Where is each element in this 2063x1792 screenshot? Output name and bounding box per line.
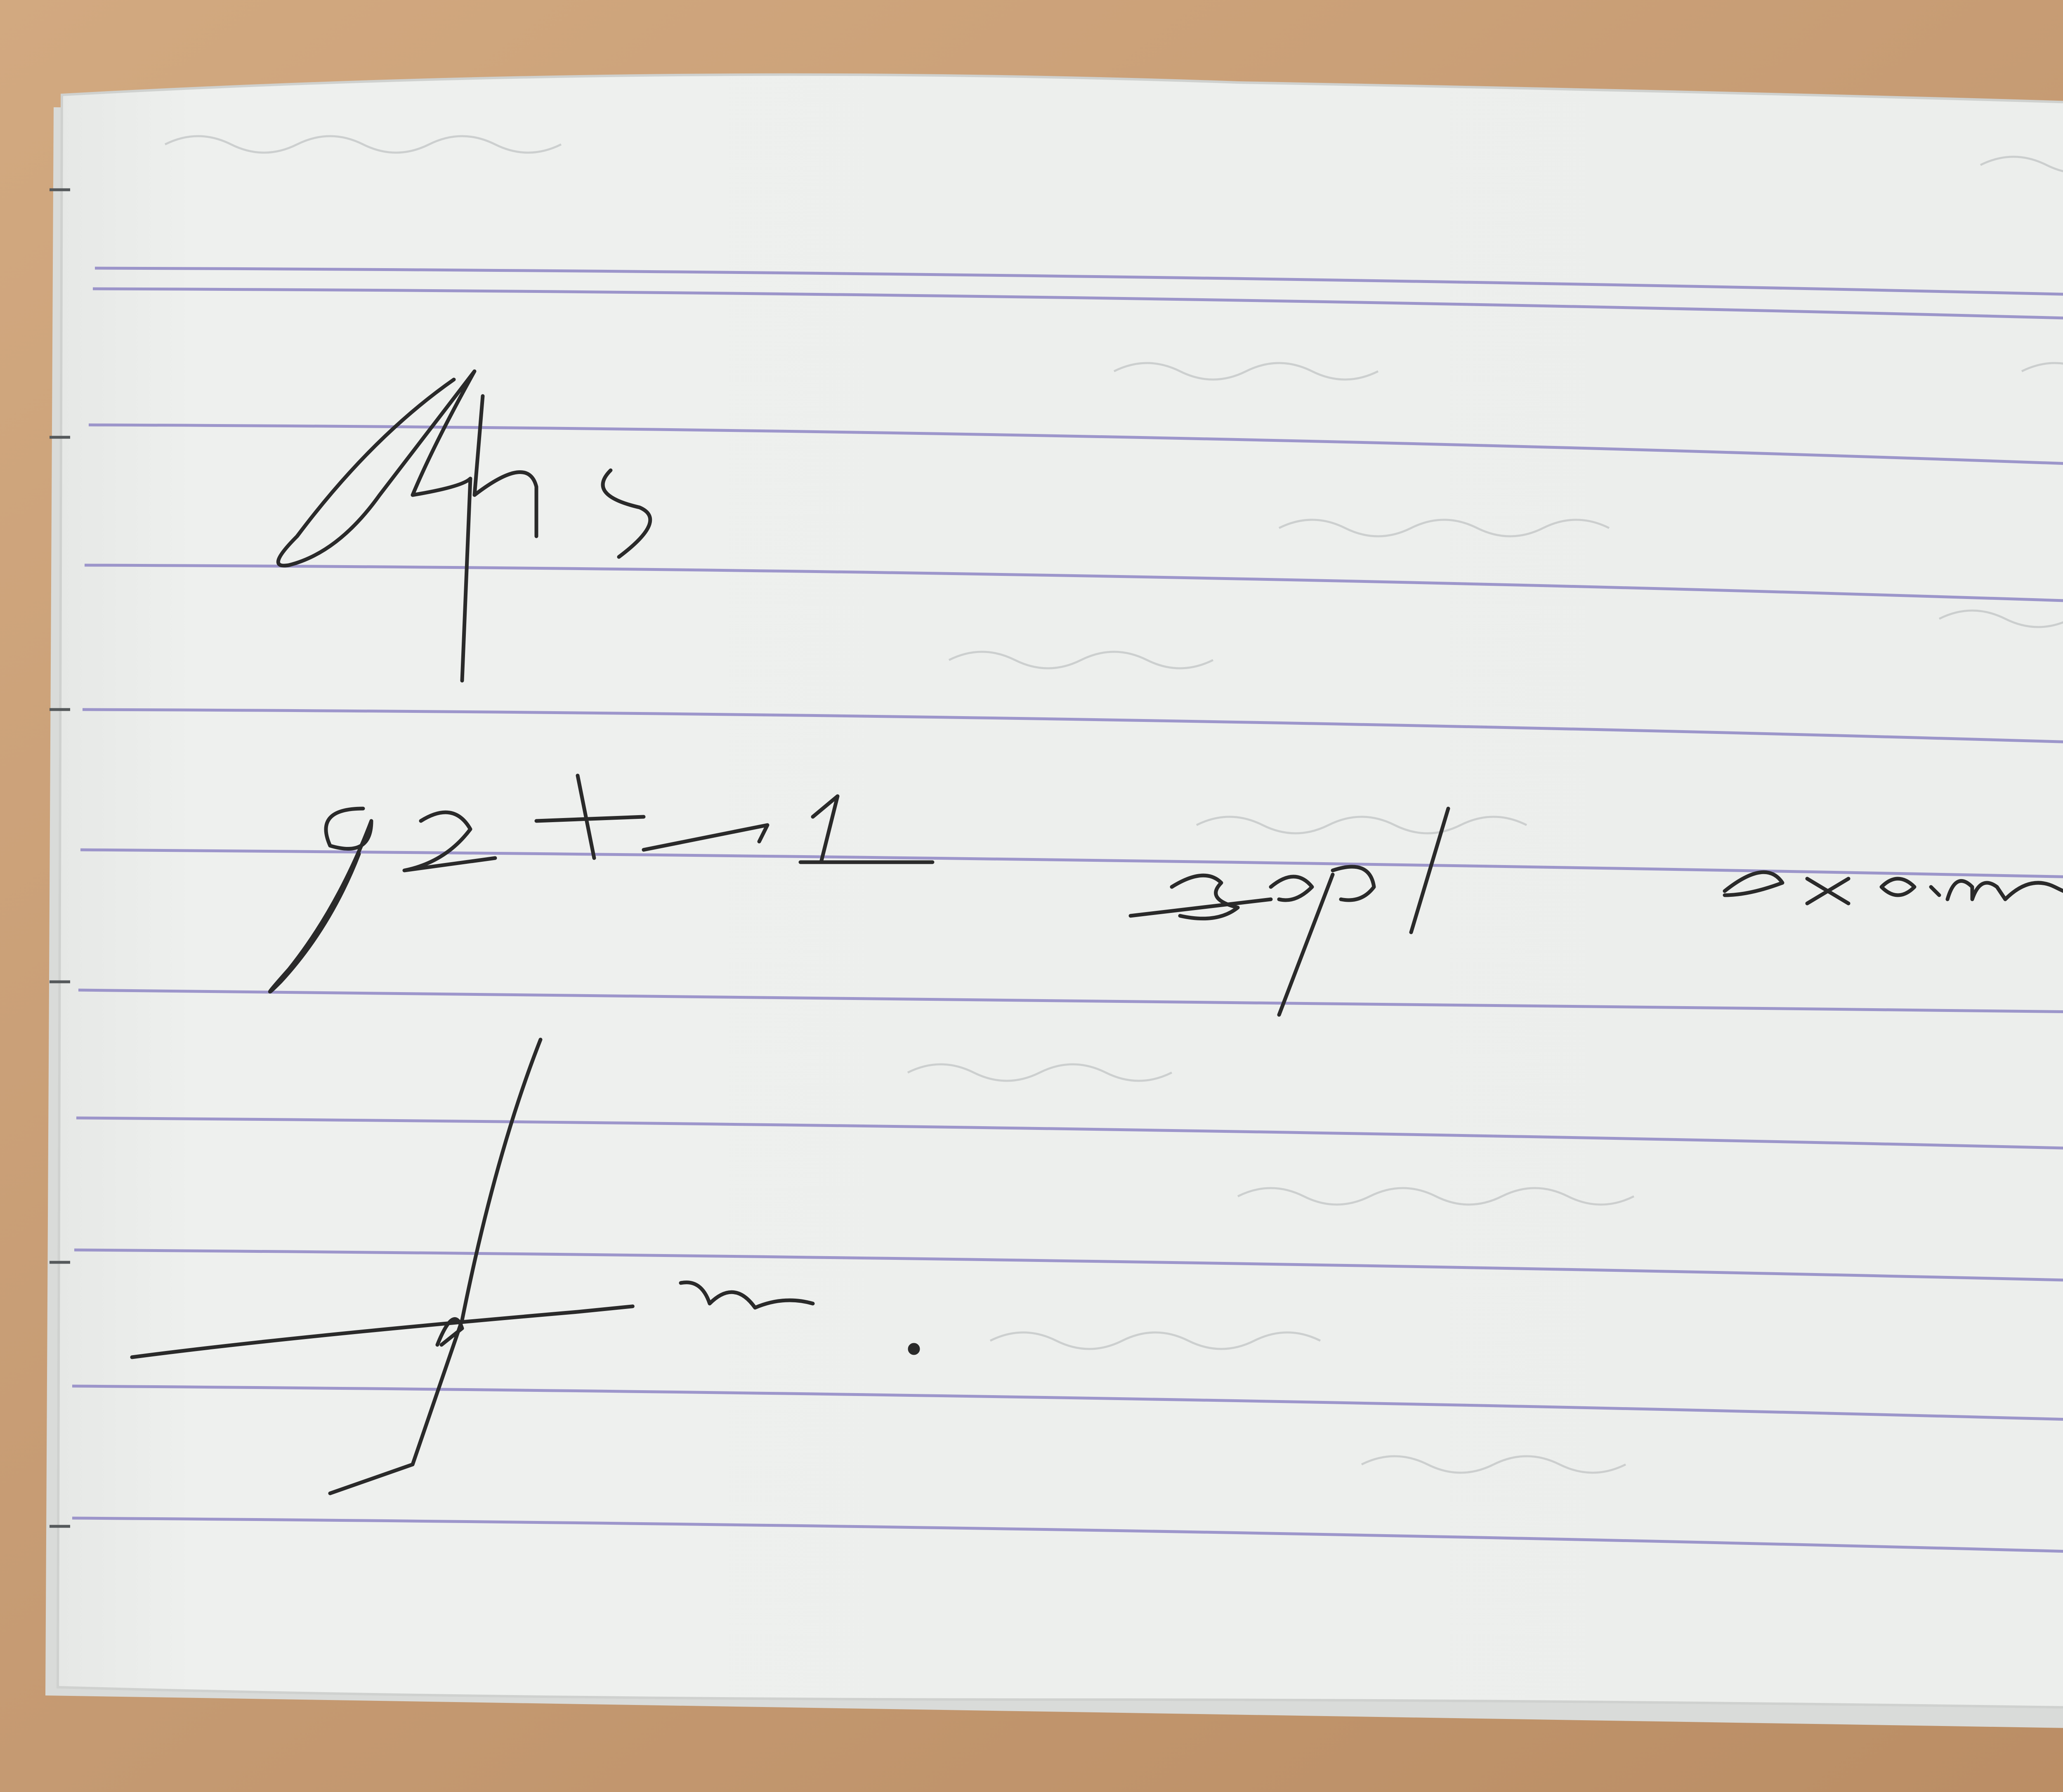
handwriting-text-g2t1 (289, 815, 365, 854)
ink-dot (910, 1345, 918, 1353)
handwriting-text-exam (1733, 856, 1822, 895)
handwriting-text-djhs (289, 485, 359, 523)
handwriting-text-sept (1155, 856, 1226, 895)
handwriting-text-fin (289, 1269, 332, 1307)
